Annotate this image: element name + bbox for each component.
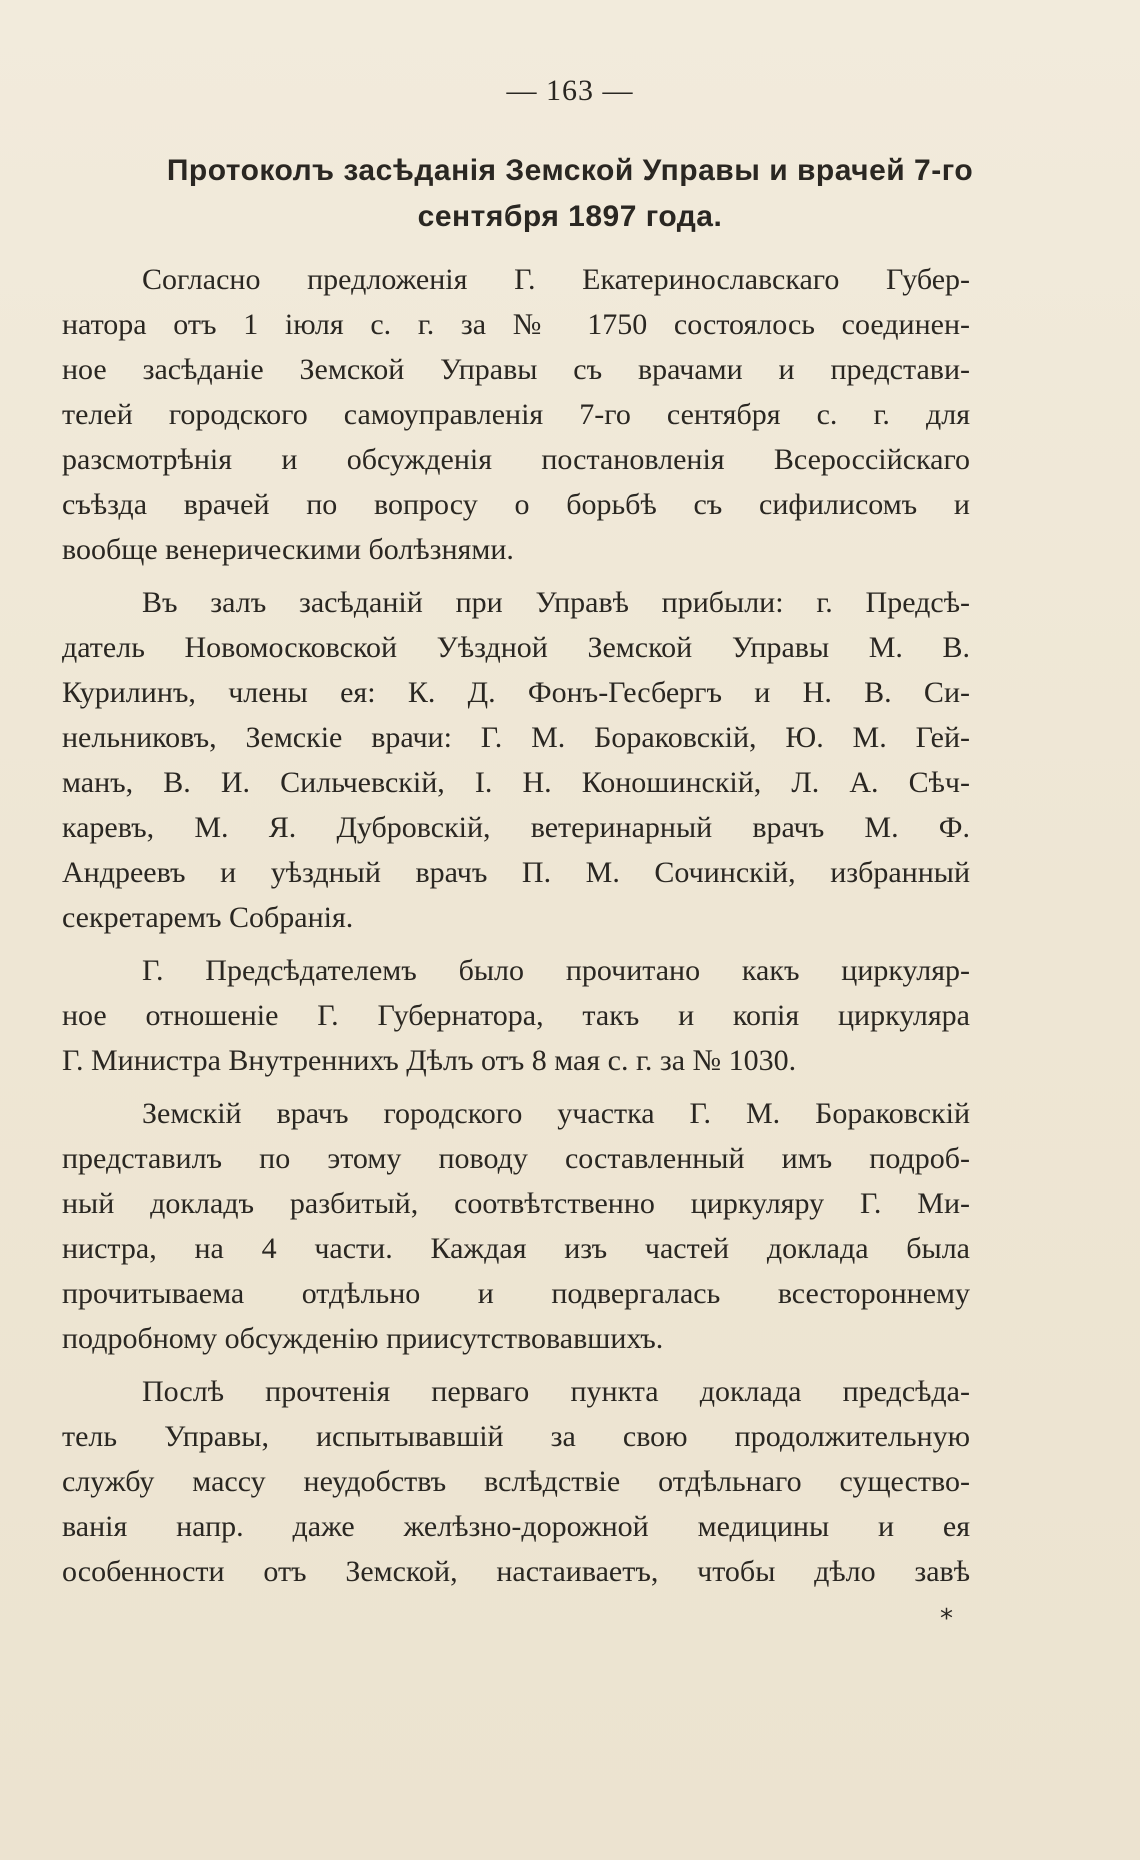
- text-line: телей городского самоуправленія 7-го сентября с. г. для: [62, 398, 970, 431]
- text-line: Курилинъ, члены ея: К. Д. Фонъ-Гесбергъ и Н. В. Си-: [62, 676, 970, 709]
- text-line: съѣзда врачей по вопросу о борьбѣ съ сифилисомъ и: [62, 488, 970, 521]
- text-line: прочитываема отдѣльно и подвергалась всестороннему: [62, 1277, 970, 1310]
- text-line: ный докладъ разбитый, соотвѣтственно циркуляру Г. Ми-: [62, 1187, 970, 1220]
- text-line: особенности отъ Земской, настаиваетъ, чтобы дѣло завѣ: [62, 1555, 970, 1588]
- page-number: — 163 —: [506, 74, 634, 107]
- title-line: сентября 1897 года.: [417, 200, 723, 233]
- text-line: Г. Предсѣдателемъ было прочитано какъ циркуляр-: [142, 954, 970, 987]
- text-line: Г. Министра Внутреннихъ Дѣлъ отъ 8 мая с. г. за № 1030.: [62, 1044, 797, 1077]
- paragraph: [62, 580, 970, 940]
- text-line: каревъ, М. Я. Дубровскій, ветеринарный врачъ М. Ф.: [62, 811, 970, 844]
- text-line: Андреевъ и уѣздный врачъ П. М. Сочинскій, избранный: [62, 856, 970, 889]
- text-line: датель Новомосковской Уѣздной Земской Управы М. В.: [62, 631, 970, 664]
- text-line: Въ залъ засѣданій при Управѣ прибыли: г. Предсѣ-: [142, 586, 970, 619]
- text-line: секретаремъ Собранія.: [62, 901, 354, 934]
- text-line: службу массу неудобствъ вслѣдствіе отдѣльнаго существо-: [62, 1465, 970, 1498]
- text-line: ванія напр. даже желѣзно-дорожной медицины и ея: [62, 1510, 970, 1543]
- text-line: Земскій врачъ городского участка Г. М. Бораковскій: [142, 1097, 970, 1130]
- title-line: Протоколъ засѣданія Земской Управы и врачей 7-го: [166, 154, 974, 187]
- text-line: ное отношеніе Г. Губернатора, такъ и копія циркуляра: [62, 999, 970, 1032]
- paragraph: [62, 1091, 970, 1361]
- text-line: натора отъ 1 іюля с. г. за № 1750 состоялось соединен-: [62, 308, 970, 341]
- paragraph: [62, 257, 970, 572]
- text-line: тель Управы, испытывавшій за свою продолжительную: [62, 1420, 970, 1453]
- text-line: Послѣ прочтенія перваго пункта доклада предсѣда-: [142, 1375, 970, 1408]
- text-line: разсмотрѣнія и обсужденія постановленія Всероссійскаго: [62, 443, 970, 476]
- footer-mark: *: [940, 1604, 953, 1634]
- paragraph: [62, 1369, 970, 1594]
- text-line: вообще венерическими болѣзнями.: [62, 533, 514, 566]
- paragraph: [62, 948, 970, 1083]
- text-line: нистра, на 4 части. Каждая изъ частей доклада была: [62, 1232, 970, 1265]
- text-line: представилъ по этому поводу составленный имъ подроб-: [62, 1142, 970, 1175]
- text-line: манъ, В. И. Сильчевскій, І. Н. Коношинскій, Л. А. Сѣч-: [62, 766, 970, 799]
- text-line: Согласно предложенія Г. Екатеринославскаго Губер-: [142, 263, 970, 296]
- text-line: подробному обсужденію приисутствовавшихъ.: [62, 1322, 664, 1355]
- document-title: [70, 148, 1070, 240]
- text-line: ное засѣданіе Земской Управы съ врачами и представи-: [62, 353, 970, 386]
- text-line: нельниковъ, Земскіе врачи: Г. М. Бораковскій, Ю. М. Гей-: [62, 721, 970, 754]
- document-body: [62, 257, 970, 1594]
